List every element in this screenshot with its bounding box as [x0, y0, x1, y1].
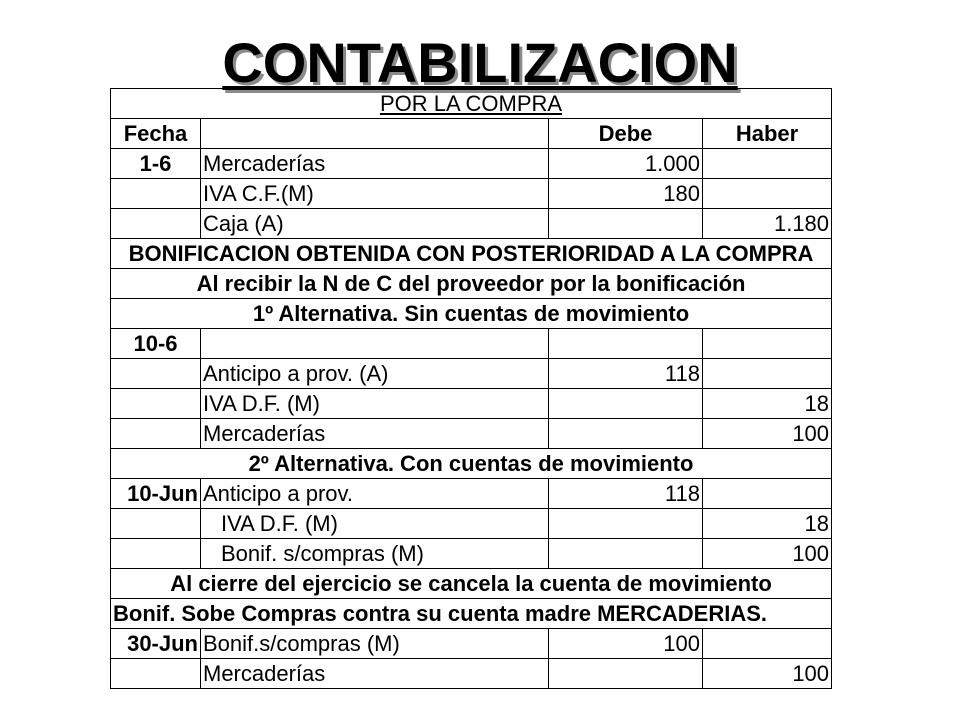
table-row [111, 149, 832, 179]
fecha-cell [111, 179, 201, 209]
table-row [111, 389, 832, 419]
table-row [111, 509, 832, 539]
debe-cell: 100 [549, 629, 703, 659]
cuenta-cell: Mercaderías [201, 659, 549, 689]
section-row-alt2 [111, 449, 832, 479]
table-row [111, 419, 832, 449]
section-title-compra: POR LA COMPRA [111, 89, 832, 119]
section-title-bonificacion: BONIFICACION OBTENIDA CON POSTERIORIDAD A LA COMPRA [111, 239, 832, 269]
haber-cell: 18 [703, 389, 832, 419]
header-debe: Debe [549, 119, 703, 149]
cuenta-cell: Anticipo a prov. (A) [201, 359, 549, 389]
haber-cell: 100 [703, 539, 832, 569]
haber-cell: 1.180 [703, 209, 832, 239]
haber-cell [703, 479, 832, 509]
debe-cell [549, 659, 703, 689]
cuenta-cell [201, 329, 549, 359]
section-row-cierre [111, 569, 832, 599]
debe-cell [549, 419, 703, 449]
header-fecha: Fecha [111, 119, 201, 149]
debe-cell: 118 [549, 359, 703, 389]
table-row [111, 629, 832, 659]
haber-cell [703, 149, 832, 179]
cuenta-cell: Mercaderías [201, 149, 549, 179]
fecha-cell: 10-6 [111, 329, 201, 359]
table-row [111, 209, 832, 239]
cuenta-cell: IVA D.F. (M) [201, 509, 549, 539]
debe-cell: 1.000 [549, 149, 703, 179]
haber-cell: 18 [703, 509, 832, 539]
fecha-cell [111, 359, 201, 389]
cuenta-cell: Bonif.s/compras (M) [201, 629, 549, 659]
cuenta-cell: Bonif. s/compras (M) [201, 539, 549, 569]
section-row-madre [111, 599, 832, 629]
table-row [111, 329, 832, 359]
haber-cell: 100 [703, 419, 832, 449]
section-title-alt1: 1º Alternativa. Sin cuentas de movimiento [111, 299, 832, 329]
section-title-nota: Al recibir la N de C del proveedor por la bonificación [111, 269, 832, 299]
cuenta-cell: IVA C.F.(M) [201, 179, 549, 209]
cuenta-cell: Caja (A) [201, 209, 549, 239]
haber-cell [703, 329, 832, 359]
section-title-cierre: Al cierre del ejercicio se cancela la cuenta de movimiento [111, 569, 832, 599]
debe-cell: 118 [549, 479, 703, 509]
haber-cell: 100 [703, 659, 832, 689]
section-row-nota [111, 269, 832, 299]
haber-cell [703, 359, 832, 389]
debe-cell [549, 509, 703, 539]
debe-cell [549, 209, 703, 239]
table-row [111, 179, 832, 209]
fecha-cell: 1-6 [111, 149, 201, 179]
header-cuenta [201, 119, 549, 149]
fecha-cell: 30-Jun [111, 629, 201, 659]
cuenta-cell: Anticipo a prov. [201, 479, 549, 509]
table-row [111, 479, 832, 509]
fecha-cell [111, 509, 201, 539]
cuenta-cell: IVA D.F. (M) [201, 389, 549, 419]
section-title-madre: Bonif. Sobe Compras contra su cuenta madre MERCADERIAS. [111, 599, 832, 629]
journal-table [110, 88, 832, 689]
fecha-cell [111, 539, 201, 569]
fecha-cell [111, 419, 201, 449]
debe-cell [549, 329, 703, 359]
fecha-cell [111, 389, 201, 419]
section-row-alt1 [111, 299, 832, 329]
debe-cell: 180 [549, 179, 703, 209]
haber-cell [703, 629, 832, 659]
section-row-bonificacion [111, 239, 832, 269]
section-title-alt2: 2º Alternativa. Con cuentas de movimiento [111, 449, 832, 479]
table-row [111, 659, 832, 689]
section-row-compra [111, 89, 832, 119]
debe-cell [549, 389, 703, 419]
cuenta-cell: Mercaderías [201, 419, 549, 449]
fecha-cell: 10-Jun [111, 479, 201, 509]
header-haber: Haber [703, 119, 832, 149]
table-row [111, 539, 832, 569]
fecha-cell [111, 659, 201, 689]
page-title: CONTABILIZACION [222, 31, 738, 94]
header-row [111, 119, 832, 149]
fecha-cell [111, 209, 201, 239]
haber-cell [703, 179, 832, 209]
table-row [111, 359, 832, 389]
debe-cell [549, 539, 703, 569]
